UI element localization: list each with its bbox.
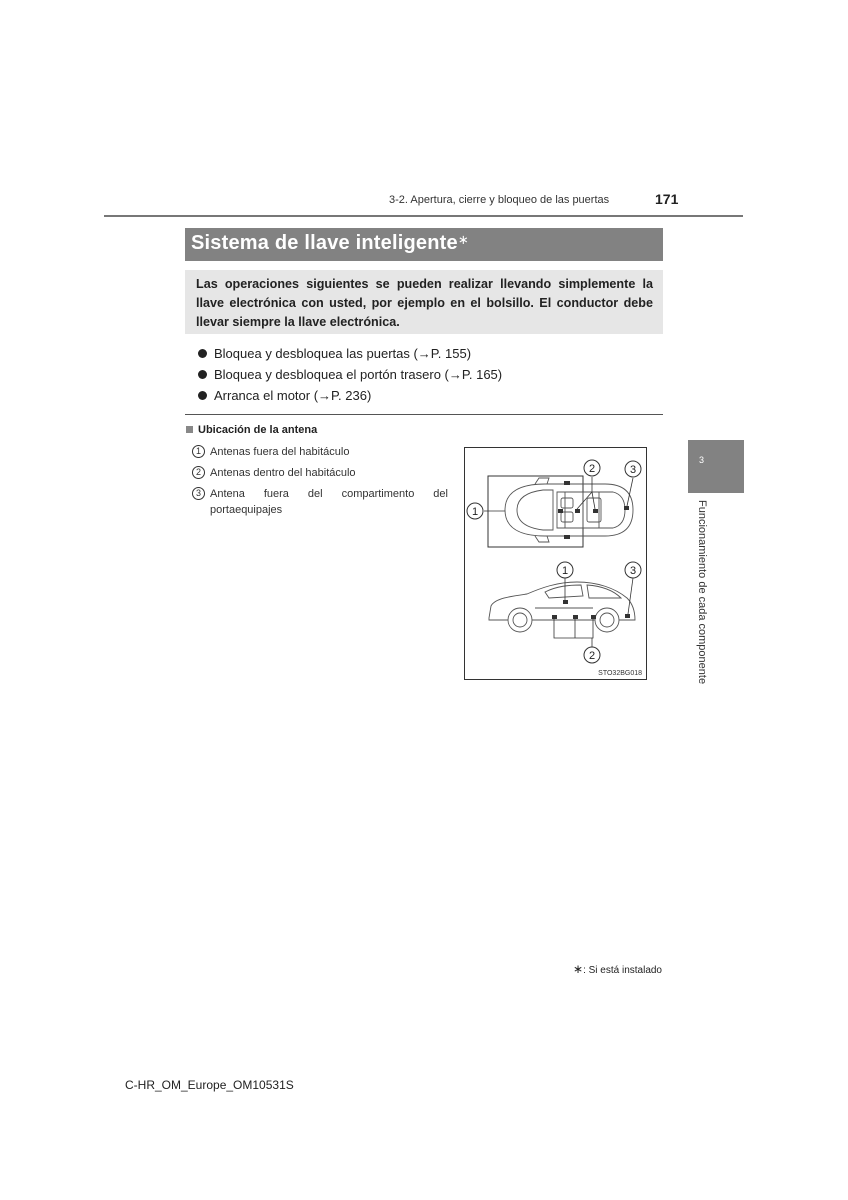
header-section-title: 3-2. Apertura, cierre y bloqueo de las puertas — [389, 194, 610, 206]
footnote — [573, 962, 662, 976]
car-diagram — [465, 448, 646, 679]
number-1-icon: 1 — [192, 445, 205, 458]
list-item — [198, 385, 502, 406]
page-title — [191, 232, 469, 255]
side-tab — [688, 440, 744, 493]
leader-lines-side — [554, 578, 633, 647]
list-item-text: Antena fuera del compartimento del portaequipajes — [210, 488, 448, 516]
intro-text: Las operaciones siguientes se pueden realizar llevando simplemente la llave electrónica con usted, por ejemplo en el bolsillo. El conductor debe llevar siempre la llave electrónica. — [196, 277, 653, 329]
car-side-view-icon — [489, 582, 635, 632]
header-rule — [104, 215, 743, 217]
side-tab-label: Funcionamiento de cada componente — [696, 500, 708, 685]
callout-3-top: 3 — [629, 464, 637, 476]
list-item — [192, 486, 448, 518]
bullet-icon — [198, 391, 207, 400]
feature-list — [198, 343, 502, 406]
footer-code: C-HR_OM_Europe_OM10531S — [125, 1078, 294, 1092]
square-icon — [186, 426, 193, 433]
callout-2-top: 2 — [588, 463, 596, 475]
antenna-heading — [186, 424, 317, 436]
antenna-figure — [464, 447, 647, 680]
list-item-text: Bloquea y desbloquea el portón trasero (→P. 165) — [214, 367, 503, 382]
title-bar — [185, 228, 663, 261]
section-rule — [185, 414, 663, 415]
number-3-icon: 3 — [192, 487, 205, 500]
callout-3-side: 3 — [629, 565, 637, 577]
title-star: ∗ — [457, 232, 469, 247]
list-item-text: Antenas fuera del habitáculo — [210, 446, 350, 458]
antenna-markers-top — [558, 481, 629, 539]
page-number: 171 — [655, 191, 679, 207]
footnote-star: ∗ — [573, 962, 584, 976]
antenna-items — [192, 444, 448, 523]
intro-box — [185, 270, 663, 334]
antenna-heading-text: Ubicación de la antena — [198, 424, 318, 436]
list-item — [198, 364, 502, 385]
footnote-text: : Si está instalado — [583, 965, 662, 976]
list-item — [198, 343, 502, 364]
callout-1-top: 1 — [471, 506, 479, 518]
car-top-view-icon — [505, 478, 633, 542]
title-label: Sistema de llave inteligente — [191, 232, 458, 254]
callout-1-side: 1 — [561, 565, 569, 577]
callout-2-side: 2 — [588, 650, 596, 662]
side-tab-number: 3 — [699, 455, 705, 465]
list-item — [192, 444, 448, 460]
bullet-icon — [198, 370, 207, 379]
list-item-text: Arranca el motor (→P. 236) — [214, 388, 372, 403]
figure-code: STO32BG018 — [598, 670, 642, 677]
list-item — [192, 465, 448, 481]
list-item-text: Bloquea y desbloquea las puertas (→P. 155) — [214, 346, 472, 361]
bullet-icon — [198, 349, 207, 358]
number-2-icon: 2 — [192, 466, 205, 479]
callouts-top — [467, 460, 641, 519]
list-item-text: Antenas dentro del habitáculo — [210, 467, 356, 479]
leader-lines-top — [484, 477, 633, 511]
